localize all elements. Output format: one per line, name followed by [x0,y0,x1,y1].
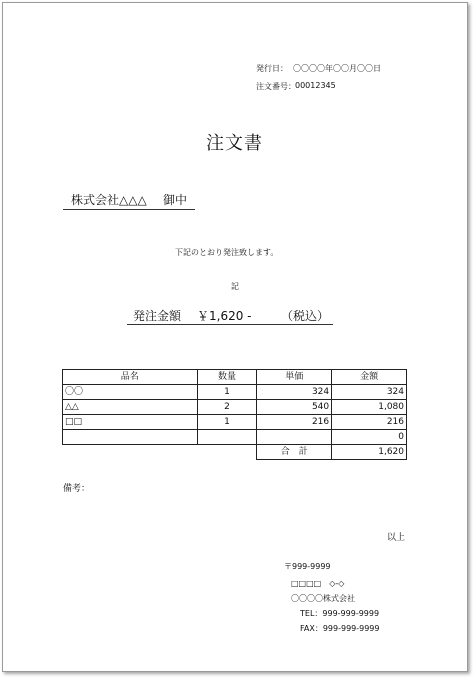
amount-label: 発注金額 [133,309,182,323]
cell-name: 〇〇 [63,385,198,400]
order-sheet [2,2,468,672]
header-item-name: 品名 [63,370,198,385]
ki-mark: 記 [231,282,239,291]
remarks-label: 備考： [63,484,91,494]
table-row [63,430,407,445]
cell-qty [197,430,257,445]
sender-postal: 〒999-9999 [284,562,331,571]
cell-price: 216 [257,415,332,430]
cell-name: □□ [63,415,198,430]
cell-qty: 2 [197,400,257,415]
table-row [63,415,407,430]
sender-tel: TEL：999-999-9999 [300,609,380,618]
cell-name [63,430,198,445]
header-quantity: 数量 [197,370,257,385]
amount-value: ￥1,620 - [197,309,252,323]
amount-tax-note: （税込） [281,309,330,323]
header-unit-price: 単価 [257,370,332,385]
sender-address: □□□□ ◇-◇ [291,579,345,588]
total-label: 合 計 [257,445,332,460]
document-title: 注文書 [206,133,263,154]
cell-price: 540 [257,400,332,415]
cell-qty: 1 [197,415,257,430]
order-amount-line [127,306,333,325]
cell-price: 324 [257,385,332,400]
cell-qty: 1 [197,385,257,400]
table-total-row [63,445,407,460]
recipient-company: 株式会社△△△ [71,193,147,207]
sender-fax: FAX：999-999-9999 [300,624,380,633]
total-value: 1,620 [332,445,407,460]
cell-amount: 0 [332,430,407,445]
recipient-honorific: 御中 [163,193,188,207]
table-row [63,385,407,400]
issue-date-label: 発行日： [256,64,288,73]
cell-amount: 216 [332,415,407,430]
header-amount: 金額 [332,370,407,385]
order-number-label: 注文番号： [256,82,296,91]
cell-name: △△ [63,400,198,415]
cell-price [257,430,332,445]
table-header-row [63,370,407,385]
cell-amount: 324 [332,385,407,400]
recipient-line [63,189,195,210]
order-number-value: 00012345 [295,81,336,90]
intro-text: 下記のとおり発注致します。 [175,248,279,257]
table-row [63,400,407,415]
sender-company: 〇〇〇〇株式会社 [291,594,355,603]
cell-amount: 1,080 [332,400,407,415]
items-table [62,369,407,460]
closing-text: 以上 [387,533,406,543]
issue-date-value: 〇〇〇〇年〇〇月〇〇日 [293,64,381,73]
